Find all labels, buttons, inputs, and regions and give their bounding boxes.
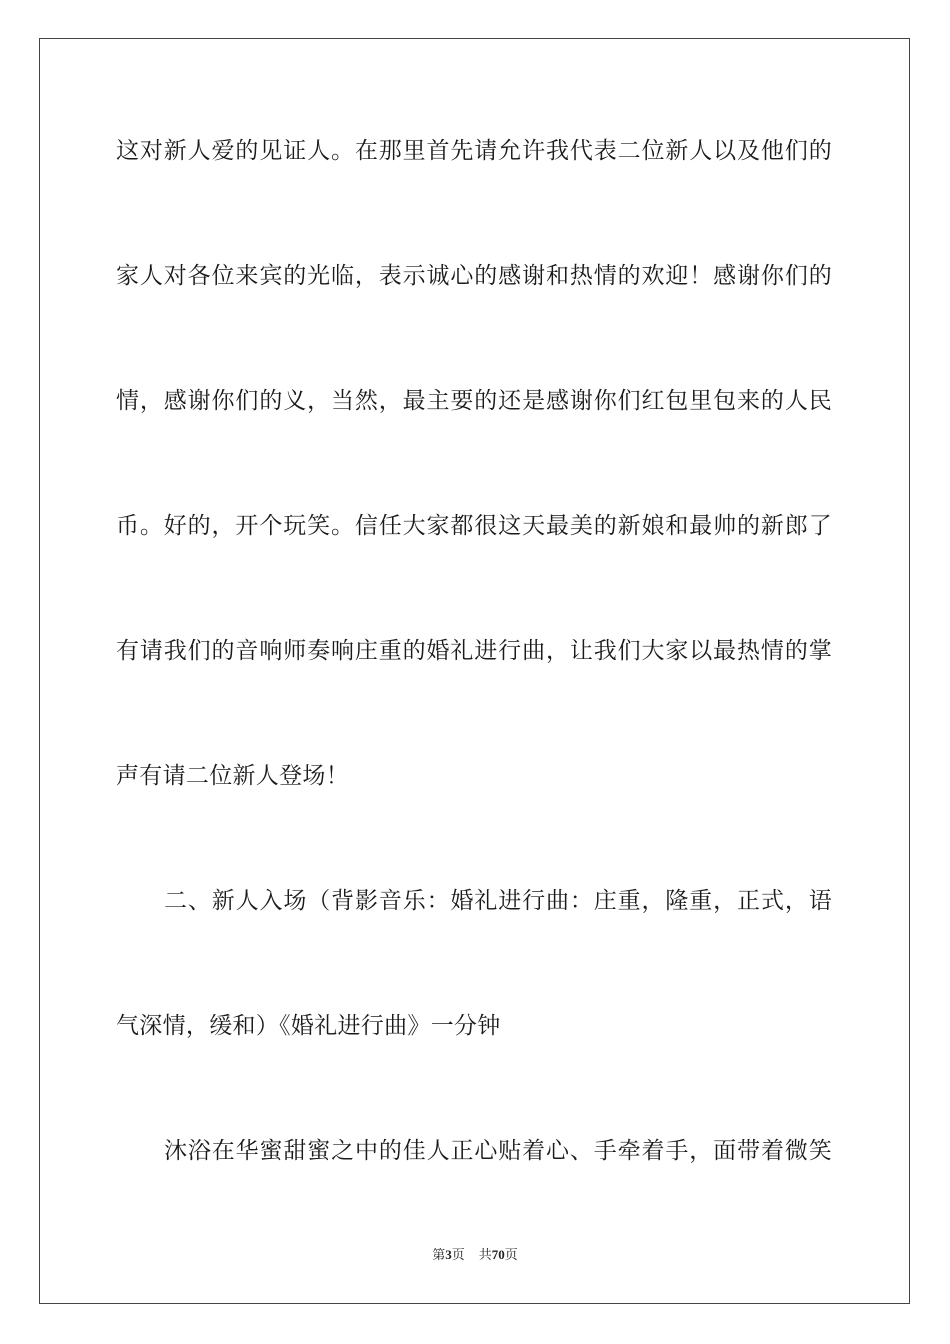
text-line-2: 家人对各位来宾的光临，表示诚心的感谢和热情的欢迎！感谢你们的 [116, 263, 832, 289]
paragraph-start-line: 沐浴在华蜜甜蜜之中的佳人正心贴着心、手牵着手，面带着微笑 [164, 1138, 832, 1164]
text-line-5: 有请我们的音响师奏响庄重的婚礼进行曲，让我们大家以最热情的掌 [116, 638, 832, 664]
total-prefix: 共 [478, 1248, 492, 1263]
page-frame [39, 38, 910, 1304]
text-line-4: 币。好的，开个玩笑。信任大家都很这天最美的新娘和最帅的新郎了 [116, 513, 832, 539]
total-pages: 70 [491, 1247, 505, 1262]
page-footer [0, 1246, 950, 1265]
page-prefix: 第 [432, 1248, 446, 1263]
text-line-8: 气深情，缓和）《婚礼进行曲》一分钟 [116, 1013, 501, 1039]
page-number: 3 [445, 1247, 452, 1262]
total-suffix: 页 [504, 1248, 518, 1263]
page-suffix: 页 [451, 1248, 465, 1263]
text-line-6: 声有请二位新人登场！ [116, 763, 349, 789]
text-line-3: 情，感谢你们的义，当然，最主要的还是感谢你们红包里包来的人民 [116, 388, 832, 414]
paragraph-heading-line: 二、新人入场（背影音乐：婚礼进行曲：庄重，隆重，正式，语 [164, 888, 832, 914]
text-line-1: 这对新人爱的见证人。在那里首先请允许我代表二位新人以及他们的 [116, 138, 832, 164]
